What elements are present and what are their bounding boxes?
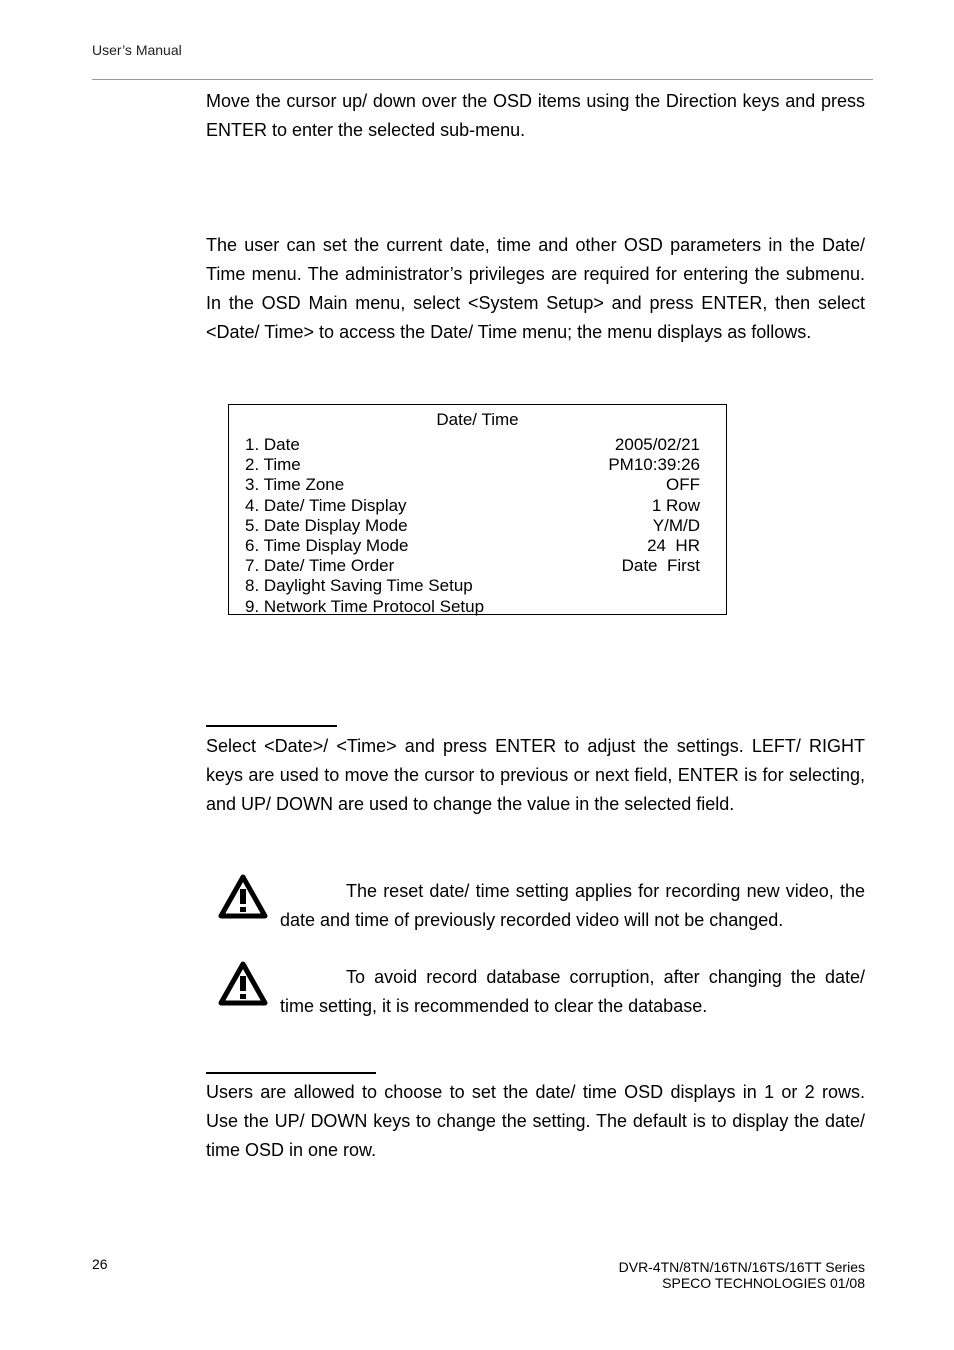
osd-menu-item: [245, 516, 700, 536]
page-number: 26: [92, 1256, 108, 1272]
footer-series: DVR-4TN/8TN/16TN/16TS/16TT Series: [618, 1259, 865, 1275]
note-text: [280, 963, 865, 1021]
osd-item-label: 9. Network Time Protocol Setup: [245, 596, 485, 616]
osd-item-label: 2. Time: [245, 455, 301, 475]
osd-item-value: PM10:39:26: [608, 455, 700, 475]
display-rows-paragraph: Users are allowed to choose to set the date/ time OSD displays in 1 or 2 rows. Use the UP/ DOWN keys to change the setting. The default is to display the date/ time OSD in one row.: [206, 1082, 865, 1160]
osd-menu-item: [245, 455, 700, 475]
note-text: [280, 877, 865, 935]
section-heading-underline: [206, 1072, 376, 1074]
osd-item-label: 7. Date/ Time Order: [245, 556, 395, 576]
osd-menu-item: [245, 475, 700, 495]
footer-company: SPECO TECHNOLOGIES 01/08: [662, 1275, 865, 1291]
warning-icon: [218, 874, 268, 925]
osd-item-label: 3. Time Zone: [245, 475, 345, 495]
section-heading-underline: [206, 725, 337, 727]
osd-menu-item: [245, 597, 700, 617]
warning-icon: [218, 961, 268, 1012]
osd-item-value: Y/M/D: [652, 515, 700, 535]
osd-menu-item: [245, 536, 700, 556]
osd-menu-item: [245, 576, 700, 596]
date-time-adjust-paragraph: Select <Date>/ <Time> and press ENTER to adjust the settings. LEFT/ RIGHT keys are used to move the cursor to previous or next field, ENTER is for selecting, and UP/ DOWN are used to change the value in the selected field.: [206, 736, 865, 814]
osd-date-time-menu: [228, 404, 727, 615]
osd-item-label: 1. Date: [245, 435, 300, 454]
osd-menu-items: [245, 435, 700, 617]
datetime-intro-paragraph: The user can set the current date, time and other OSD parameters in the Date/ Time menu. The administrator’s privileges are required for entering the submenu. In the OSD Main menu, select <System Setup> and press ENTER, then select <Date/ Time> to access the Date/ Time menu; the menu displays as follows.: [206, 235, 865, 342]
note-text-body: To avoid record database corruption, after changing the date/ time setting, it is recommended to clear the database.: [280, 967, 865, 1016]
osd-item-value: Date First: [621, 556, 700, 576]
osd-item-value: OFF: [666, 475, 700, 495]
osd-menu-item: [245, 556, 700, 576]
osd-menu-item: [245, 435, 700, 455]
osd-item-label: 6. Time Display Mode: [245, 535, 409, 555]
osd-menu-title: Date/ Time: [436, 410, 519, 429]
osd-item-value: 2005/02/21: [614, 435, 700, 454]
note-text-body: The reset date/ time setting applies for recording new video, the date and time of previously recorded video will not be changed.: [280, 881, 865, 930]
osd-menu-item: [245, 496, 700, 516]
header-divider: [92, 79, 873, 80]
osd-item-label: 8. Daylight Saving Time Setup: [245, 576, 473, 596]
osd-item-label: 4. Date/ Time Display: [245, 495, 407, 515]
osd-item-label: 5. Date Display Mode: [245, 515, 408, 535]
running-header: User’s Manual: [92, 42, 182, 58]
intro-paragraph: Move the cursor up/ down over the OSD items using the Direction keys and press ENTER to enter the selected sub-menu.: [206, 91, 865, 140]
osd-item-value: 24 HR: [647, 535, 700, 555]
osd-item-value: 1 Row: [651, 495, 700, 515]
